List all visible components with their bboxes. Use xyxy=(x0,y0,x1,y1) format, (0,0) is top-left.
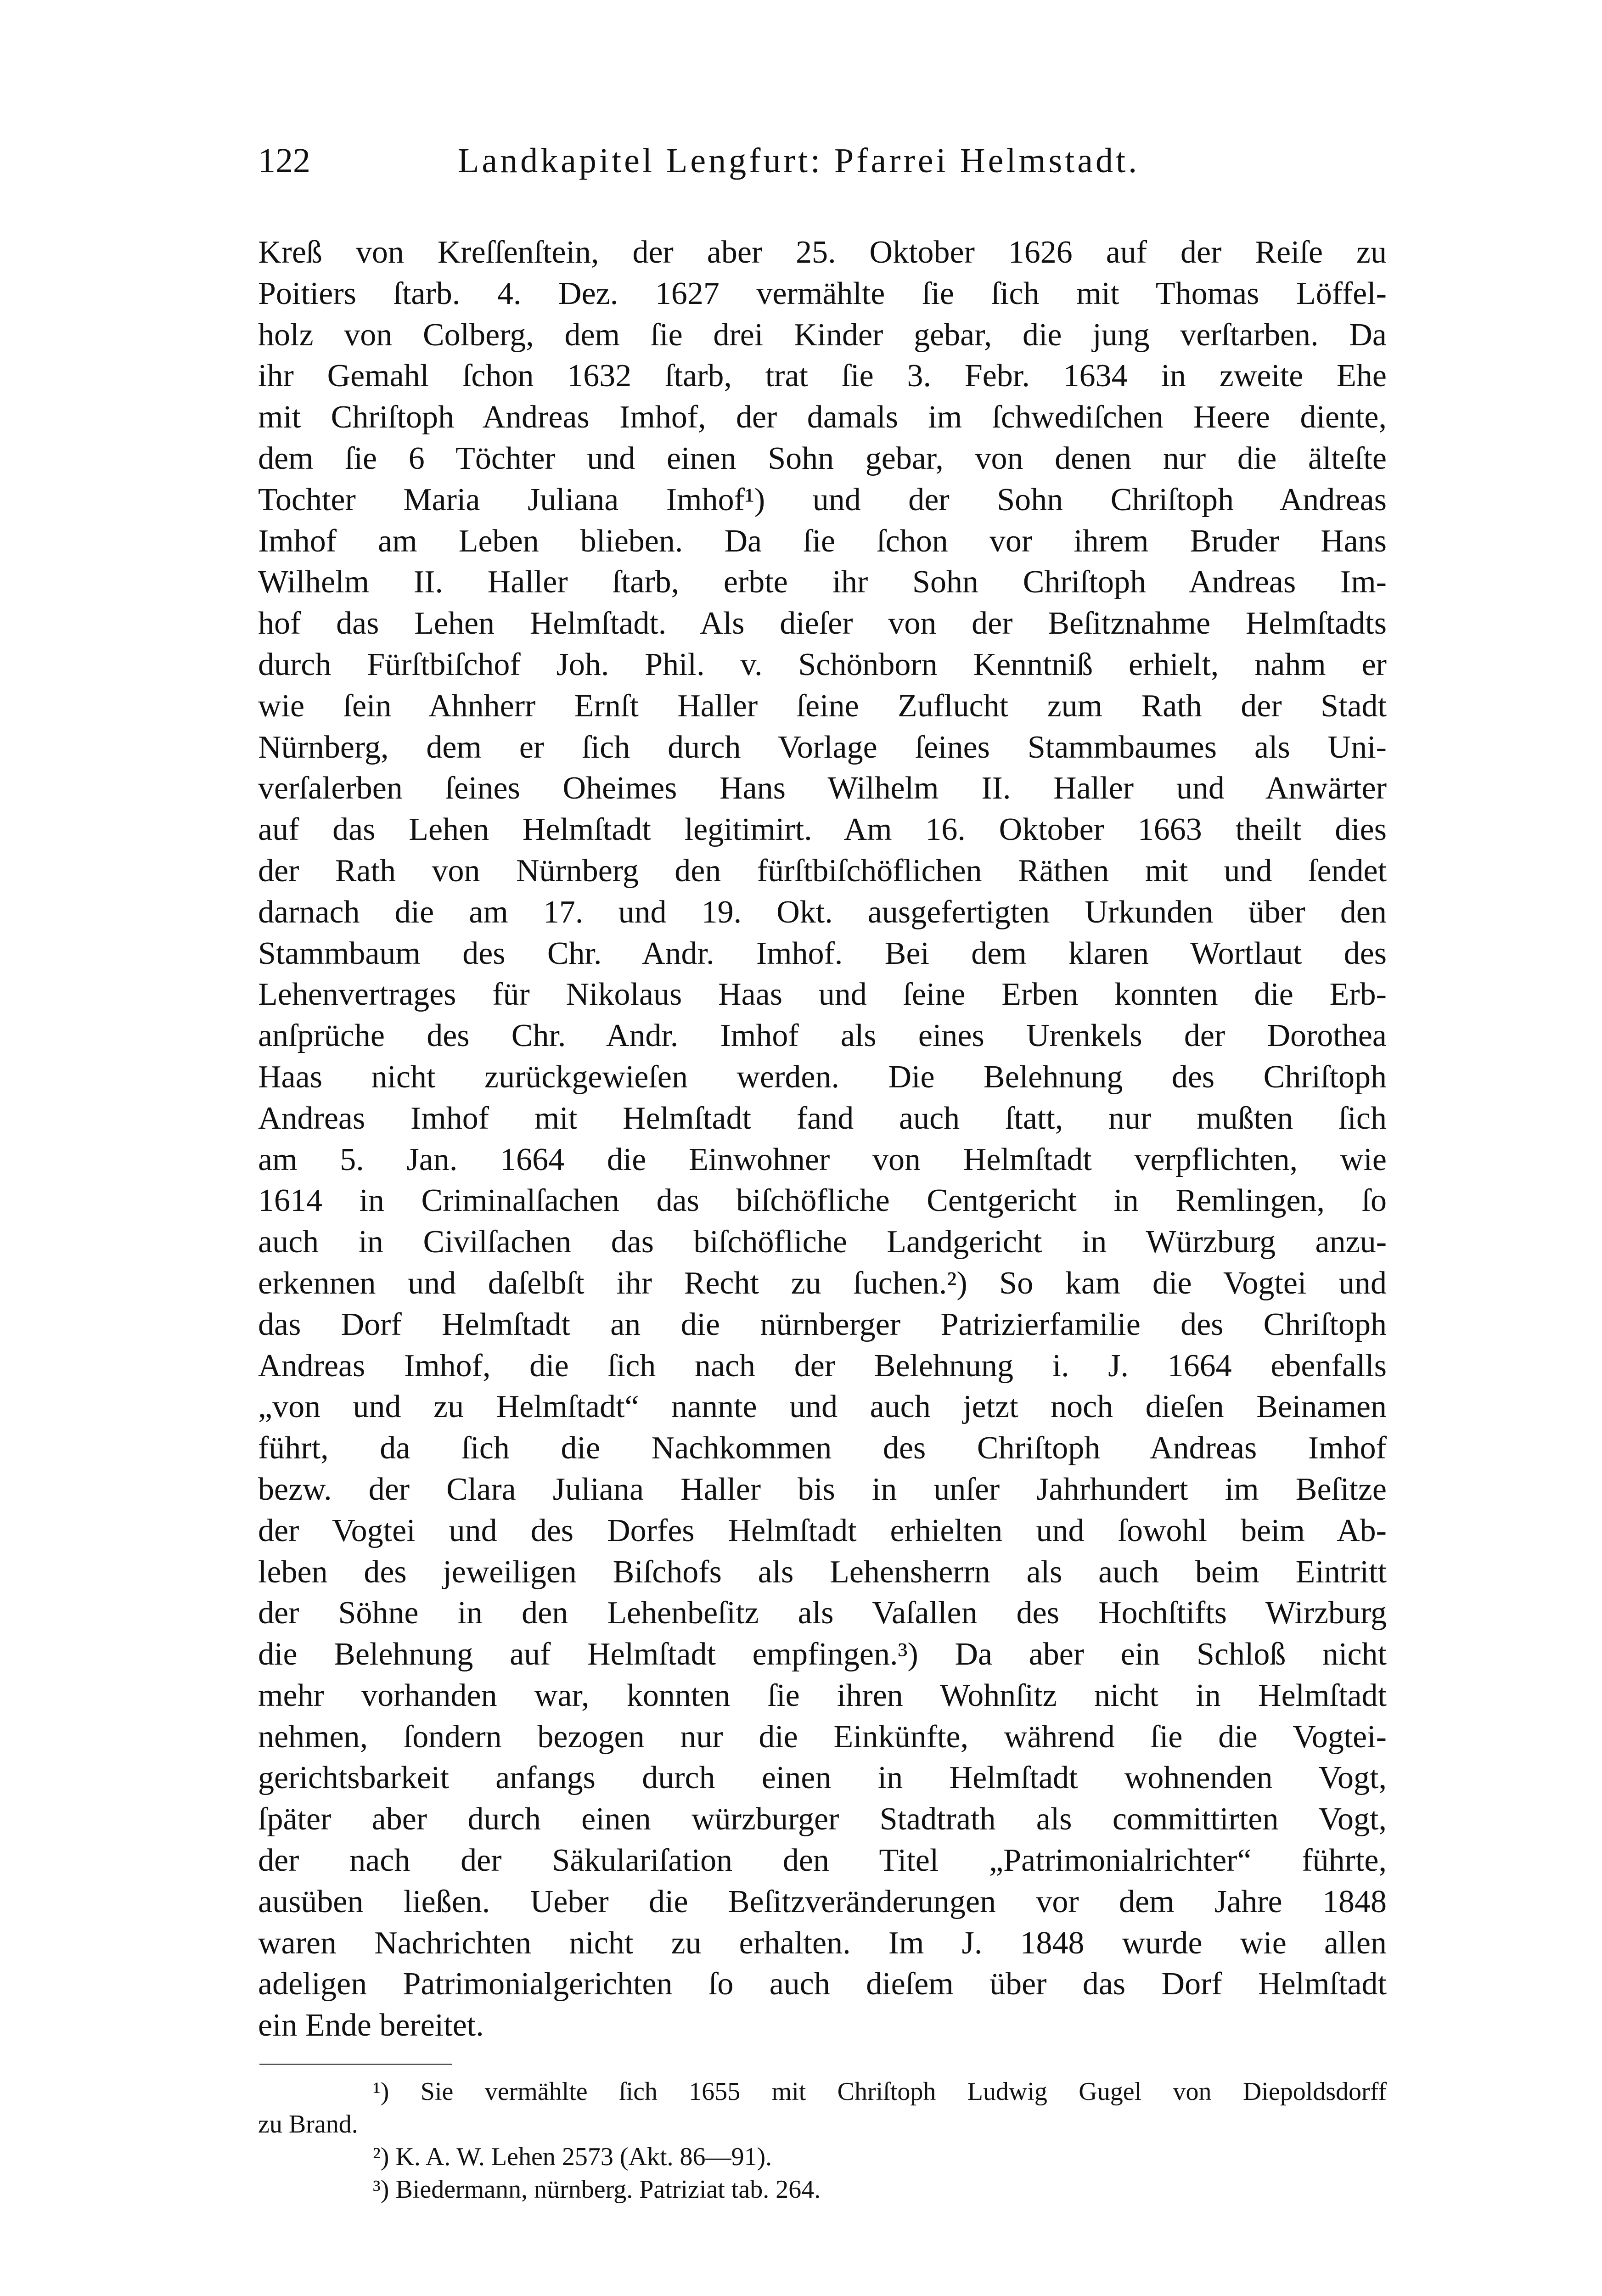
text-line: bezw. der Clara Juliana Haller bis in unſer Jahrhundert im Beſitze xyxy=(258,1471,1387,1507)
text-line: Stammbaum des Chr. Andr. Imhof. Bei dem klaren Wortlaut des xyxy=(258,935,1387,971)
text-line: auf das Lehen Helmſtadt legitimirt. Am 16. Oktober 1663 theilt dies xyxy=(258,812,1387,848)
text-line: das Dorf Helmſtadt an die nürnberger Patrizierfamilie des Chriſtoph xyxy=(258,1306,1387,1342)
text-line: mehr vorhanden war, konnten ſie ihren Wohnſitz nicht in Helmſtadt xyxy=(258,1677,1387,1713)
text-line: wie ſein Ahnherr Ernſt Haller ſeine Zuflucht zum Rath der Stadt xyxy=(258,688,1387,724)
text-line: durch Fürſtbiſchof Joh. Phil. v. Schönborn Kenntniß erhielt, nahm er xyxy=(258,647,1387,682)
footnote-3: ³) Biedermann, nürnberg. Patriziat tab. 264. xyxy=(373,2175,821,2204)
text-line: waren Nachrichten nicht zu erhalten. Im J. 1848 wurde wie allen xyxy=(258,1925,1387,1961)
text-line: „von und zu Helmſtadt“ nannte und auch jetzt noch dieſen Beinamen xyxy=(258,1389,1387,1425)
footnote-divider xyxy=(259,2064,452,2065)
text-line: anſprüche des Chr. Andr. Imhof als eines Urenkels der Dorothea xyxy=(258,1018,1387,1054)
text-line: der Rath von Nürnberg den fürſtbiſchöflichen Räthen mit und ſendet xyxy=(258,853,1387,889)
text-line: 1614 in Criminalſachen das biſchöfliche Centgericht in Remlingen, ſo xyxy=(258,1183,1387,1219)
page-header xyxy=(258,138,1387,184)
text-line: ſpäter aber durch einen würzburger Stadtrath als committirten Vogt, xyxy=(258,1801,1387,1837)
text-line: Wilhelm II. Haller ſtarb, erbte ihr Sohn Chriſtoph Andreas Im- xyxy=(258,564,1387,600)
text-line: ein Ende bereitet. xyxy=(258,2008,484,2043)
footnote-1-continuation: zu Brand. xyxy=(258,2110,358,2139)
text-line: Imhof am Leben blieben. Da ſie ſchon vor ihrem Bruder Hans xyxy=(258,523,1387,559)
text-line: der nach der Säkulariſation den Titel „Patrimonialrichter“ führte, xyxy=(258,1843,1387,1879)
text-line: Poitiers ſtarb. 4. Dez. 1627 vermählte ſie ſich mit Thomas Löffel- xyxy=(258,276,1387,311)
text-line: führt, da ſich die Nachkommen des Chriſtoph Andreas Imhof xyxy=(258,1430,1387,1466)
text-line: nehmen, ſondern bezogen nur die Einkünfte, während ſie die Vogtei- xyxy=(258,1719,1387,1755)
text-line: Andreas Imhof, die ſich nach der Belehnung i. J. 1664 ebenfalls xyxy=(258,1348,1387,1384)
text-line: mit Chriſtoph Andreas Imhof, der damals im ſchwediſchen Heere diente, xyxy=(258,400,1387,435)
footnotes xyxy=(258,2076,1387,2206)
text-line: auch in Civilſachen das biſchöfliche Landgericht in Würzburg anzu- xyxy=(258,1224,1387,1260)
text-line: Tochter Maria Juliana Imhof¹) und der Sohn Chriſtoph Andreas xyxy=(258,482,1387,518)
text-line: die Belehnung auf Helmſtadt empfingen.³) Da aber ein Schloß nicht xyxy=(258,1637,1387,1672)
text-line: gerichtsbarkeit anfangs durch einen in Helmſtadt wohnenden Vogt, xyxy=(258,1760,1387,1796)
text-line: ihr Gemahl ſchon 1632 ſtarb, trat ſie 3. Febr. 1634 in zweite Ehe xyxy=(258,358,1387,394)
text-line: holz von Colberg, dem ſie drei Kinder gebar, die jung verſtarben. Da xyxy=(258,317,1387,353)
text-line: Andreas Imhof mit Helmſtadt fand auch ſtatt, nur mußten ſich xyxy=(258,1100,1387,1136)
text-line: Lehenvertrages für Nikolaus Haas und ſeine Erben konnten die Erb- xyxy=(258,977,1387,1013)
text-line: darnach die am 17. und 19. Okt. ausgefertigten Urkunden über den xyxy=(258,894,1387,930)
footnote-2: ²) K. A. W. Lehen 2573 (Akt. 86—91). xyxy=(373,2143,772,2172)
text-line: dem ſie 6 Töchter und einen Sohn gebar, von denen nur die älteſte xyxy=(258,440,1387,476)
text-line: erkennen und daſelbſt ihr Recht zu ſuchen.²) So kam die Vogtei und xyxy=(258,1265,1387,1301)
text-line: am 5. Jan. 1664 die Einwohner von Helmſtadt verpflichten, wie xyxy=(258,1142,1387,1177)
body-text xyxy=(258,232,1387,2046)
text-line: der Söhne in den Lehenbeſitz als Vaſallen des Hochſtifts Wirzburg xyxy=(258,1595,1387,1631)
text-line: Kreß von Kreſſenſtein, der aber 25. Oktober 1626 auf der Reiſe zu xyxy=(258,235,1387,270)
text-line: Nürnberg, dem er ſich durch Vorlage ſeines Stammbaumes als Uni- xyxy=(258,729,1387,765)
text-line: verſalerben ſeines Oheimes Hans Wilhelm II. Haller und Anwärter xyxy=(258,771,1387,806)
text-line: adeligen Patrimonialgerichten ſo auch dieſem über das Dorf Helmſtadt xyxy=(258,1966,1387,2002)
text-line: Haas nicht zurückgewieſen werden. Die Belehnung des Chriſtoph xyxy=(258,1059,1387,1095)
running-title: Landkapitel Lengfurt: Pfarrei Helmstadt. xyxy=(458,141,1140,180)
page-number: 122 xyxy=(258,141,310,180)
text-line: ausüben ließen. Ueber die Beſitzveränderungen vor dem Jahre 1848 xyxy=(258,1884,1387,1919)
text-line: leben des jeweiligen Biſchofs als Lehensherrn als auch beim Eintritt xyxy=(258,1554,1387,1590)
footnote-1: ¹) Sie vermählte ſich 1655 mit Chriſtoph Ludwig Gugel von Diepoldsdorff xyxy=(373,2077,1387,2106)
text-line: der Vogtei und des Dorfes Helmſtadt erhielten und ſowohl beim Ab- xyxy=(258,1513,1387,1548)
text-line: hof das Lehen Helmſtadt. Als dieſer von der Beſitznahme Helmſtadts xyxy=(258,606,1387,642)
